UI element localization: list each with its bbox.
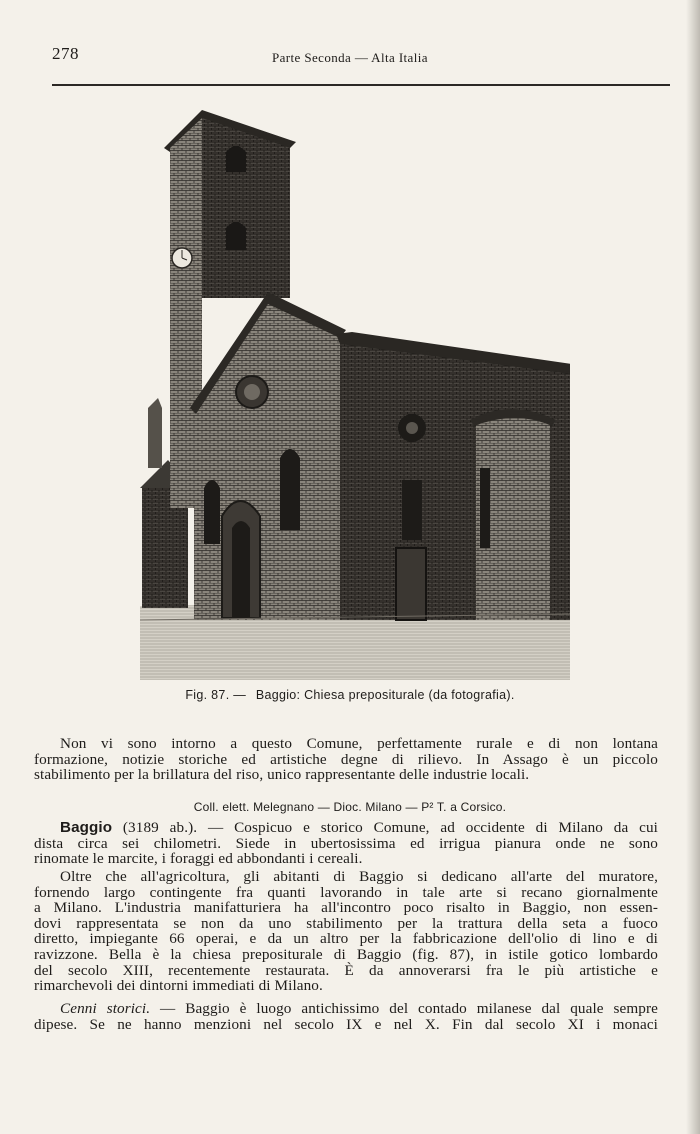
text-line: fornendo largo contingente fra quanti lavorando in tale arte si recano giornalmente [34,883,658,901]
figure-caption [0,688,700,702]
text-line: del secolo XIII, recentemente restaurata. È da annoverarsi fra le più artistiche e [34,961,658,979]
text-line: rimarchevoli dei dintorni immediati di Milano. [34,977,323,995]
text-line: stabilimento per la brillatura del riso, unico rappresentante delle industrie locali. [34,766,530,784]
caption-label: Fig. 87. — [185,688,247,702]
running-head: Parte Seconda — Alta Italia [272,50,428,65]
text-line: dovi rappresentata se non da uno stabilimento per la trattura della seta a fuoco [34,914,658,932]
page-number: 278 [52,44,79,63]
page-edge-shadow [686,0,700,1134]
paragraph-baggio [34,820,658,867]
text-line: Non vi sono intorno a questo Comune, perfettamente rurale e di non lontana [60,735,658,752]
text-line: dipese. Se ne hanno menzioni nel secolo IX e nel X. Fin dal secolo XI i monaci [34,1015,658,1033]
paragraph-industry [34,869,658,994]
text-line: dista circa sei chilometri. Siede in ubertosissima ed irrigua pianura onde ne sono [34,834,658,852]
header-rule [52,84,670,86]
text-line: a Milano. L'industria manifatturiera ha all'incontro poco risalto in Baggio, non essen- [34,899,658,917]
electoral-info-line: Coll. elett. Melegnano — Dioc. Milano — P² T. a Corsico. [193,800,507,814]
text-line [34,1001,658,1017]
place-name: Baggio [60,819,113,836]
text-line: rinomate le marcite, i foraggi ed abbondanti i cereali. [34,850,363,868]
section-lead: Cenni storici. [60,1000,151,1017]
paragraph-assago [34,736,658,783]
text-line: formazione, notizie storiche ed artistiche degne di rilievo. In Assago è un piccolo [34,750,658,768]
text-line: Oltre che all'agricoltura, gli abitanti di Baggio si dedicano all'arte del muratore, [60,868,658,885]
text-line [34,820,658,836]
figure-engraving [140,108,570,680]
text-span: — Baggio è luogo antichissimo del contado milanese dal quale sempre [150,1000,658,1017]
text-line: diretto, impiegante 66 operai, e da un altro per la fabbricazione dell'olio di lino e di [34,930,658,948]
caption-text: Baggio: Chiesa prepositurale (da fotografia). [255,688,515,702]
text-line: ravizzone. Bella è la chiesa prepositurale di Baggio (fig. 87), in istile gotico lombardo [34,945,658,963]
text-span: (3189 ab.). — Cospicuo e storico Comune, ad occidente di Milano da cui [112,819,658,836]
paragraph-history [34,1001,658,1032]
church-illustration [140,108,570,680]
